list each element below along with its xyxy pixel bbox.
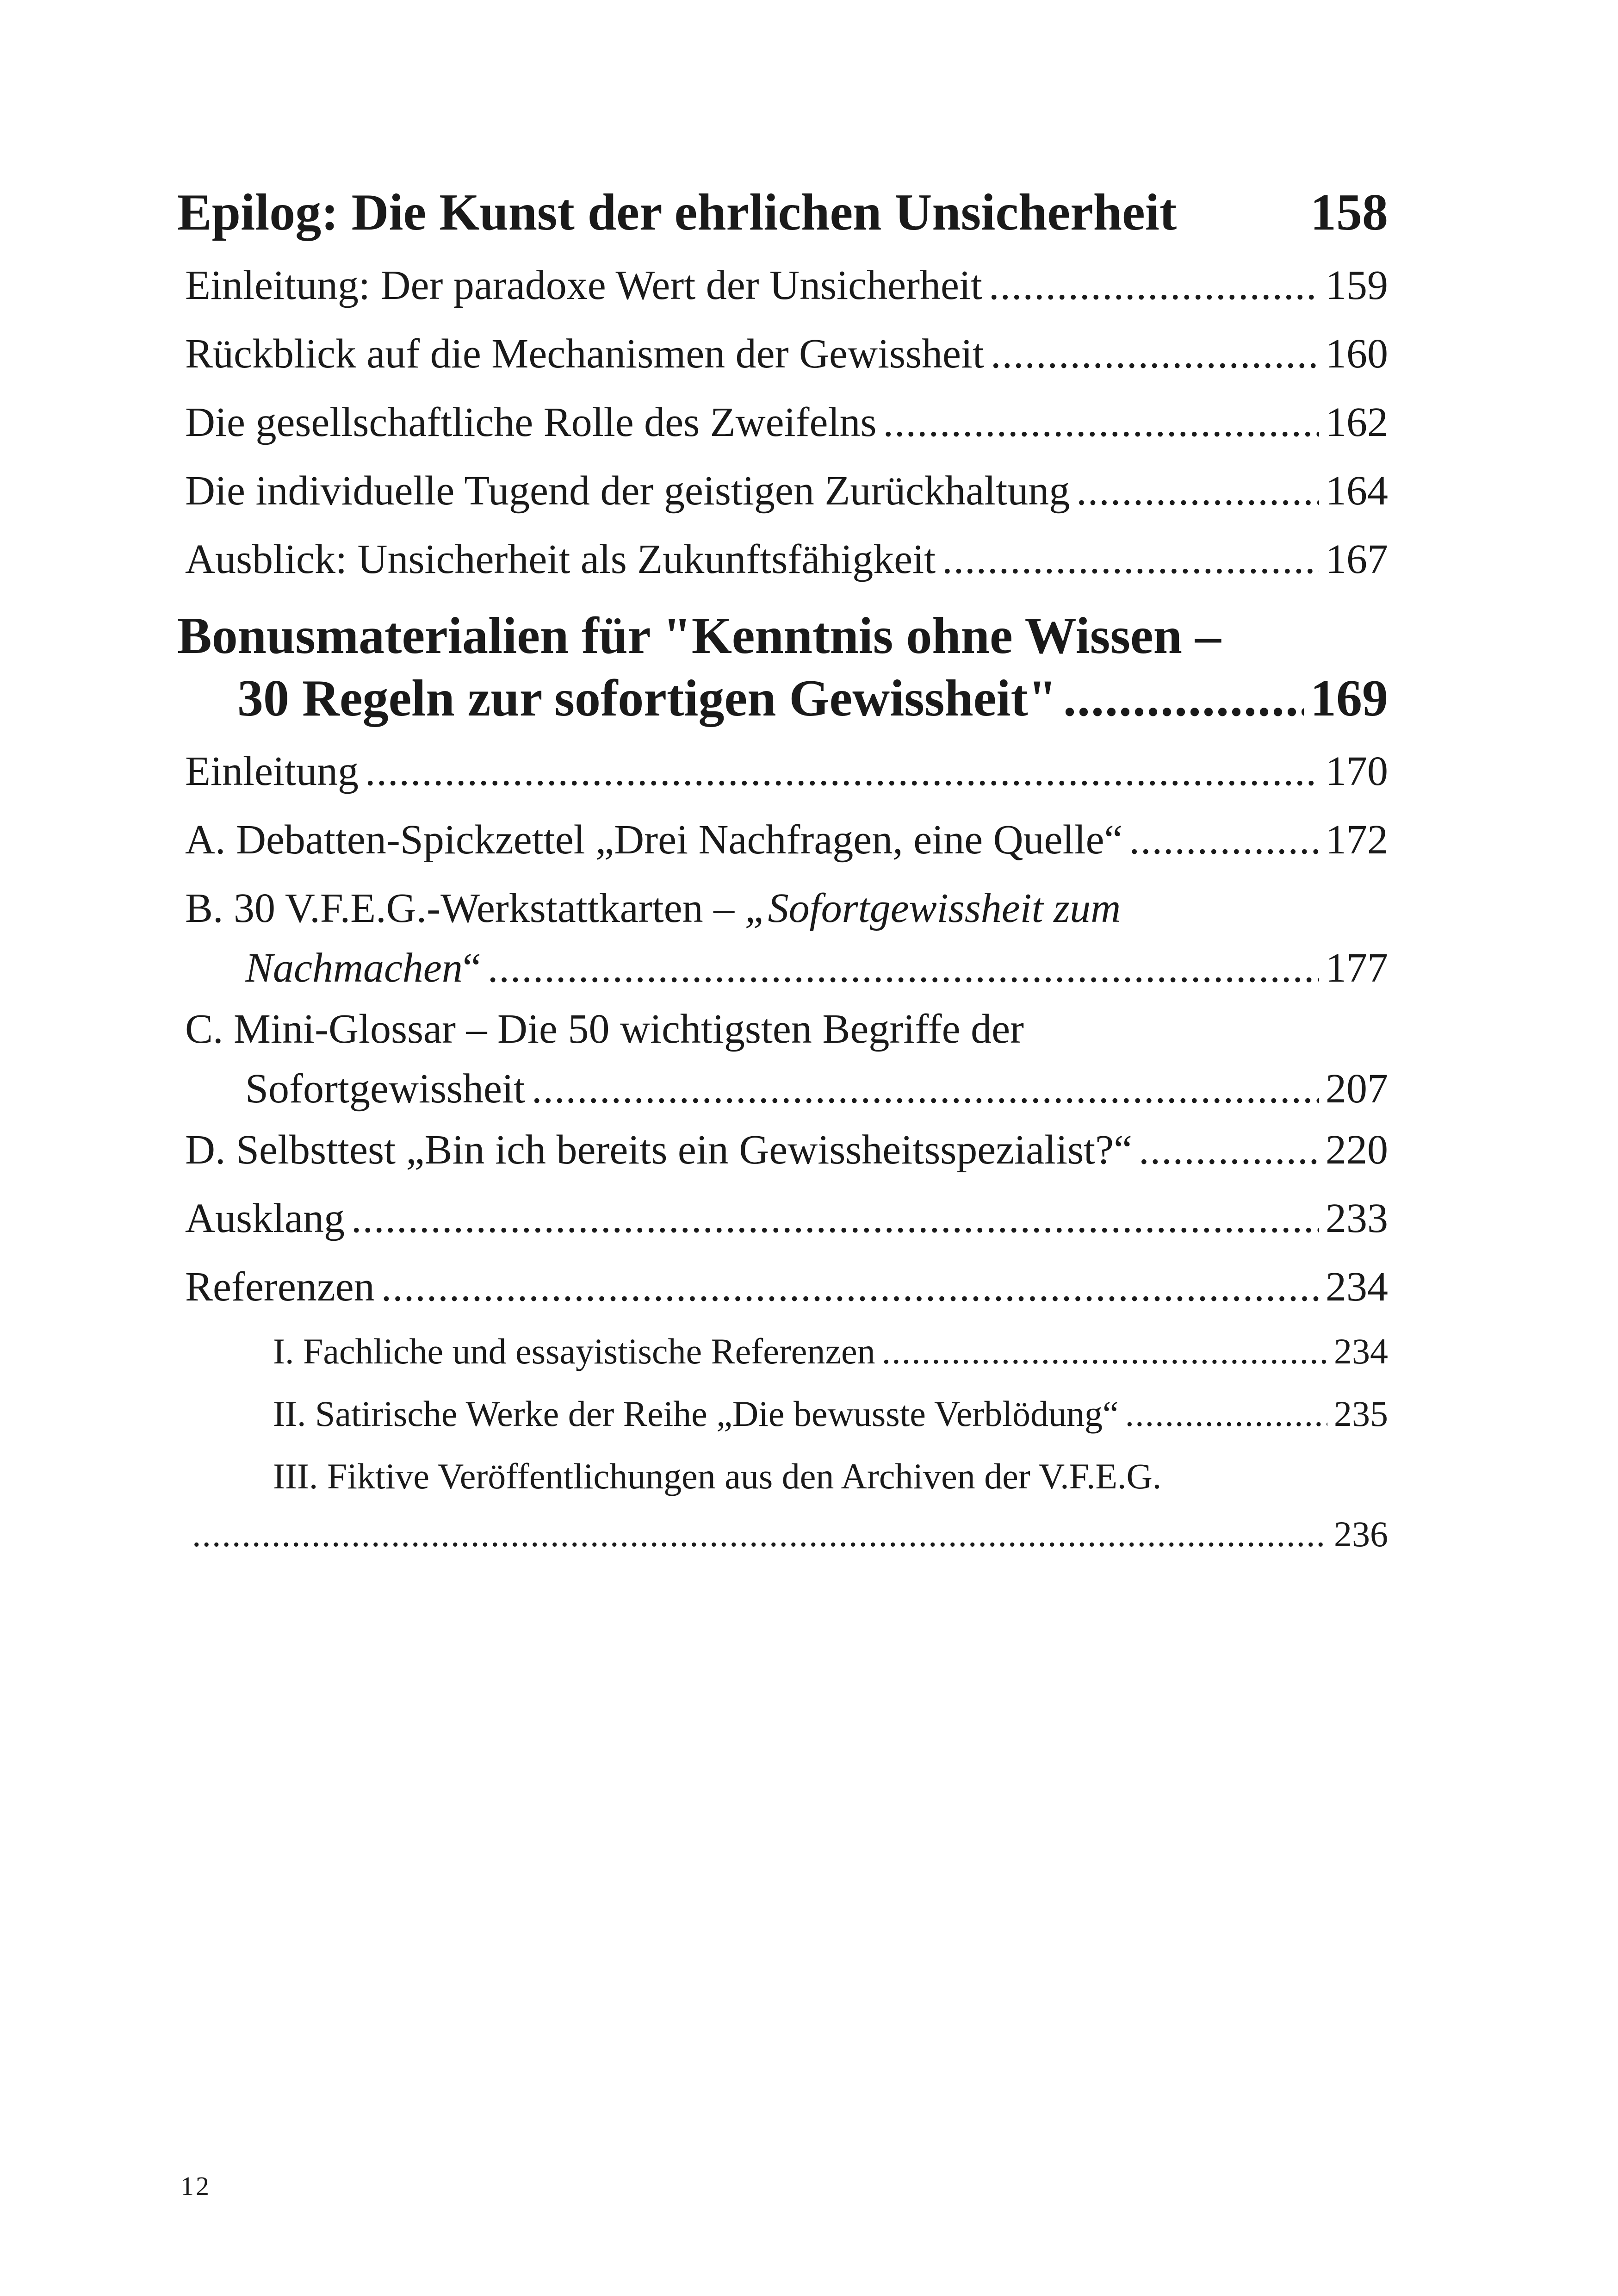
toc-entry-line2[interactable] (245, 1065, 1388, 1113)
toc-entry-title: C. Mini-Glossar – Die 50 wichtigsten Begriffe der (185, 1006, 1024, 1052)
dot-leader (991, 330, 1319, 378)
toc-entry-title: Referenzen (185, 1264, 375, 1310)
toc-entry-title: Ausklang (185, 1195, 345, 1241)
toc-entry-line1[interactable] (185, 1005, 1388, 1053)
toc-entry-title: III. Fiktive Veröffentlichungen aus den Archiven der V.F.E.G. (273, 1456, 1162, 1496)
toc-entry[interactable] (185, 330, 1388, 378)
toc-page-number: 170 (1326, 748, 1388, 794)
toc-heading-title-continued: 30 Regeln zur sofortigen Gewissheit" (237, 670, 1057, 727)
toc-entry-title: Einleitung (185, 748, 359, 794)
toc-entry-title: II. Satirische Werke der Reihe „Die bewusste Verblödung“ (273, 1394, 1119, 1434)
dot-leader (1125, 1393, 1327, 1435)
toc-entry-title: Rückblick auf die Mechanismen der Gewissheit (185, 331, 985, 377)
dot-leader (365, 747, 1319, 795)
toc-entry-title-italic: „Sofortgewissheit zum (744, 885, 1121, 931)
dot-leader (381, 1263, 1319, 1311)
toc-entry-title: B. 30 V.F.E.G.-Werkstattkarten – (185, 885, 745, 931)
dot-leader (883, 398, 1320, 446)
dot-leader (351, 1195, 1319, 1242)
dot-leader (882, 1331, 1327, 1372)
toc-page-number: 235 (1334, 1394, 1388, 1434)
toc-entry[interactable] (185, 747, 1388, 795)
toc-page-number: 160 (1326, 331, 1388, 377)
toc-heading-epilog[interactable] (177, 183, 1388, 243)
toc-entry-title: Sofortgewissheit (245, 1066, 525, 1112)
dot-leader (192, 1513, 1327, 1555)
toc-entry[interactable] (185, 467, 1388, 515)
toc-subentry-line2[interactable] (192, 1513, 1388, 1555)
dot-leader (1076, 467, 1319, 515)
dot-leader (532, 1065, 1319, 1113)
toc-heading-title: Bonusmaterialien für "Kenntnis ohne Wissen – (177, 607, 1221, 665)
toc-entry[interactable] (185, 261, 1388, 309)
toc-page-number: 207 (1326, 1066, 1388, 1112)
toc-page-number: 236 (1334, 1514, 1388, 1554)
toc-subentry[interactable] (273, 1393, 1388, 1435)
toc-page-number: 169 (1310, 670, 1388, 727)
toc-page-number: 167 (1326, 536, 1388, 582)
toc-heading-bonus-line2[interactable] (237, 669, 1388, 728)
toc-page-number: 177 (1326, 945, 1388, 991)
toc-entry-title: “ (462, 945, 481, 991)
toc-page-number: 234 (1326, 1264, 1388, 1310)
toc-page-number: 172 (1326, 817, 1388, 863)
toc-entry-title: Die individuelle Tugend der geistigen Zurückhaltung (185, 468, 1070, 514)
toc-heading-title: Epilog: Die Kunst der ehrlichen Unsicherheit (177, 184, 1177, 241)
folio-page-number: 12 (180, 2171, 211, 2201)
toc-entry[interactable] (185, 1195, 1388, 1242)
toc-entry-title: I. Fachliche und essayistische Referenzen (273, 1331, 875, 1371)
toc-entry[interactable] (185, 1263, 1388, 1311)
toc-entry-line2[interactable] (245, 944, 1388, 992)
toc-subentry[interactable] (273, 1331, 1388, 1372)
toc-entry-title: Einleitung: Der paradoxe Wert der Unsicherheit (185, 262, 982, 308)
toc-entry[interactable] (185, 398, 1388, 446)
toc-page-number: 162 (1326, 399, 1388, 445)
toc-subentry-line1[interactable] (273, 1456, 1388, 1497)
toc-page-number: 164 (1326, 468, 1388, 514)
toc-heading-bonus-line1[interactable] (177, 606, 1388, 666)
toc-entry-title: D. Selbsttest „Bin ich bereits ein Gewissheitsspezialist?“ (185, 1127, 1133, 1173)
dot-leader (989, 261, 1319, 309)
toc-page-number: 233 (1326, 1195, 1388, 1241)
toc-entry-title: A. Debatten-Spickzettel „Drei Nachfragen, eine Quelle“ (185, 817, 1123, 863)
toc-entry[interactable] (185, 816, 1388, 864)
toc-entry-title-italic: Nachmachen (245, 945, 463, 991)
dot-leader (1129, 816, 1320, 864)
dot-leader (1063, 669, 1304, 728)
toc-entry[interactable] (185, 1126, 1388, 1174)
toc-page-number: 158 (1310, 184, 1388, 241)
toc-entry-title: Die gesellschaftliche Rolle des Zweifelns (185, 399, 877, 445)
toc-page-number: 234 (1334, 1331, 1388, 1371)
dot-leader (488, 944, 1319, 992)
toc-entry-line1[interactable] (185, 884, 1388, 932)
toc-page-number: 159 (1326, 262, 1388, 308)
toc-page-number: 220 (1326, 1127, 1388, 1173)
toc-entry-title: Ausblick: Unsicherheit als Zukunftsfähigkeit (185, 536, 936, 582)
dot-leader (942, 535, 1319, 583)
toc-entry[interactable] (185, 535, 1388, 583)
dot-leader (1139, 1126, 1319, 1174)
